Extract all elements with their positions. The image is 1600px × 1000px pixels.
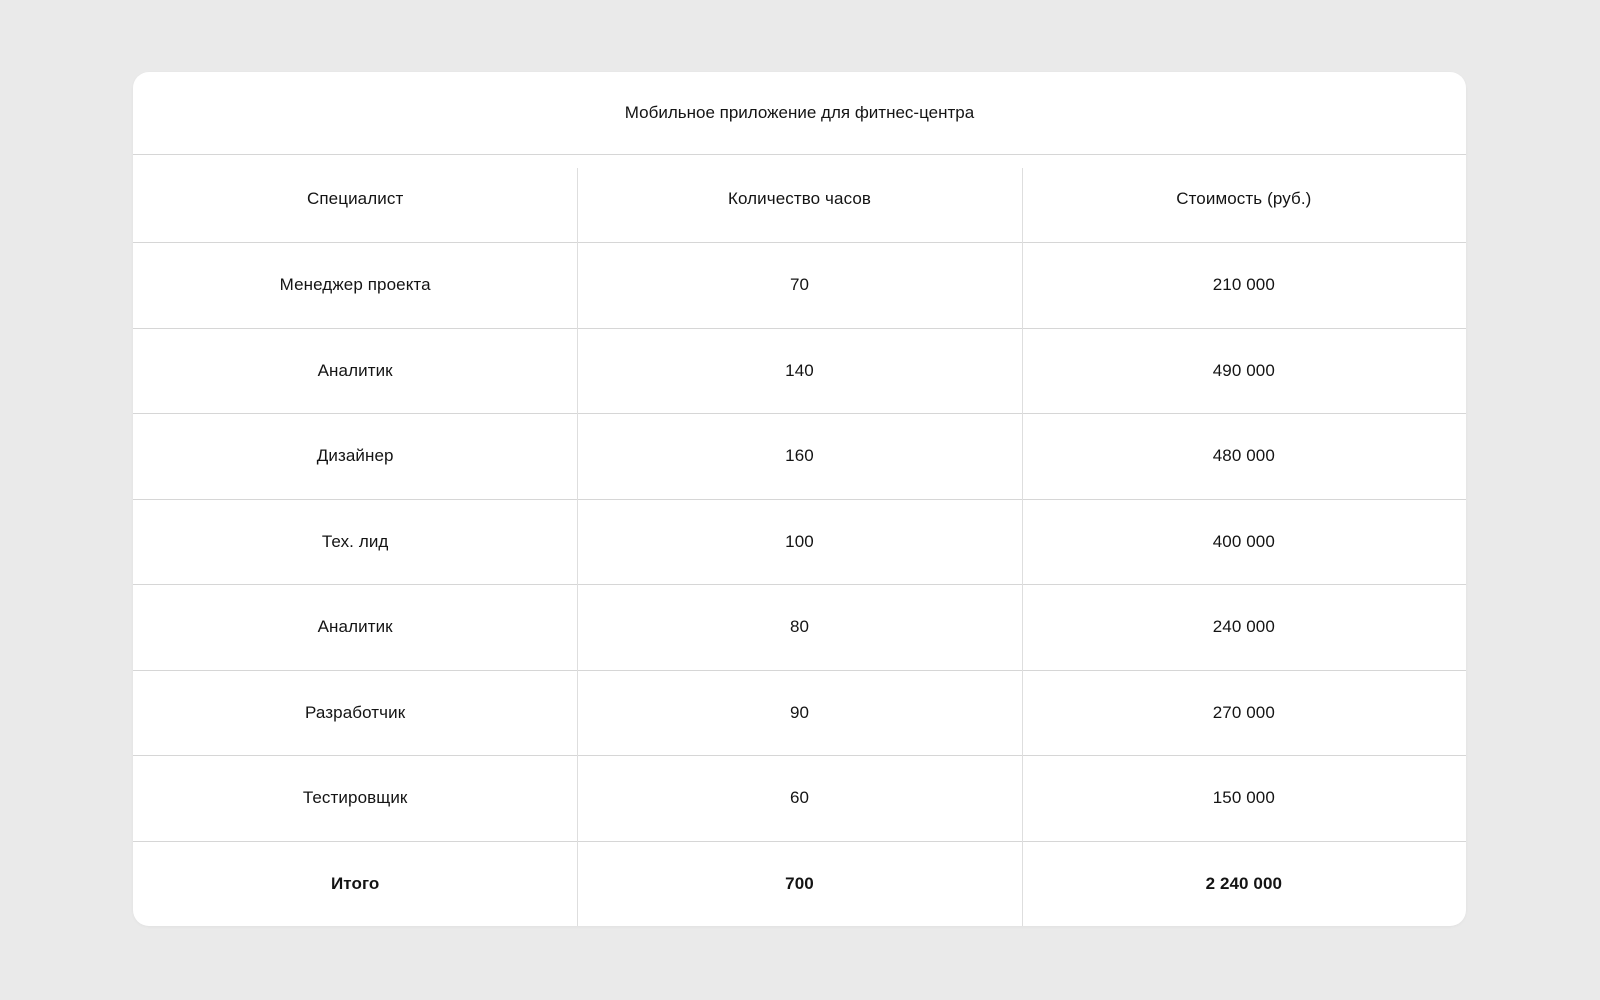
table-row	[133, 499, 1466, 585]
specialist-cell: Менеджер проекта	[279, 275, 431, 295]
column-divider	[577, 168, 578, 926]
table-row	[133, 413, 1466, 499]
hours-cell: 60	[789, 788, 810, 808]
specialist-cell: Аналитик	[317, 360, 393, 380]
column-divider	[1022, 168, 1023, 926]
cost-cell: 150 000	[1212, 788, 1275, 808]
table-header-row	[133, 154, 1466, 242]
total-cost: 2 240 000	[1205, 873, 1283, 893]
hours-cell: 70	[789, 275, 810, 295]
table-row	[133, 670, 1466, 756]
table-row	[133, 242, 1466, 328]
column-header-cost: Стоимость (руб.)	[1176, 188, 1312, 208]
cost-cell: 240 000	[1212, 617, 1275, 637]
cost-cell: 270 000	[1212, 702, 1275, 722]
hours-cell: 140	[785, 360, 814, 380]
table-total-row	[133, 841, 1466, 927]
cost-cell: 400 000	[1212, 531, 1275, 551]
specialist-cell: Тех. лид	[321, 531, 389, 551]
specialist-cell: Аналитик	[317, 617, 393, 637]
column-header-hours: Количество часов	[727, 188, 872, 208]
hours-cell: 90	[789, 702, 810, 722]
specialist-cell: Тестировщик	[302, 788, 408, 808]
cost-cell: 490 000	[1212, 360, 1275, 380]
table-title-row	[133, 72, 1466, 154]
specialist-cell: Разработчик	[305, 702, 406, 722]
total-hours: 700	[785, 873, 814, 893]
table-row	[133, 328, 1466, 414]
table-title: Мобильное приложение для фитнес-центра	[624, 103, 975, 122]
total-label: Итого	[330, 873, 380, 893]
hours-cell: 80	[789, 617, 810, 637]
table-row	[133, 584, 1466, 670]
cost-cell: 480 000	[1212, 446, 1275, 466]
table-row	[133, 755, 1466, 841]
column-header-specialist: Специалист	[307, 188, 404, 208]
specialist-cell: Дизайнер	[316, 446, 394, 466]
hours-cell: 160	[785, 446, 814, 466]
table-card	[133, 72, 1466, 926]
hours-cell: 100	[785, 531, 814, 551]
cost-cell: 210 000	[1212, 275, 1275, 295]
